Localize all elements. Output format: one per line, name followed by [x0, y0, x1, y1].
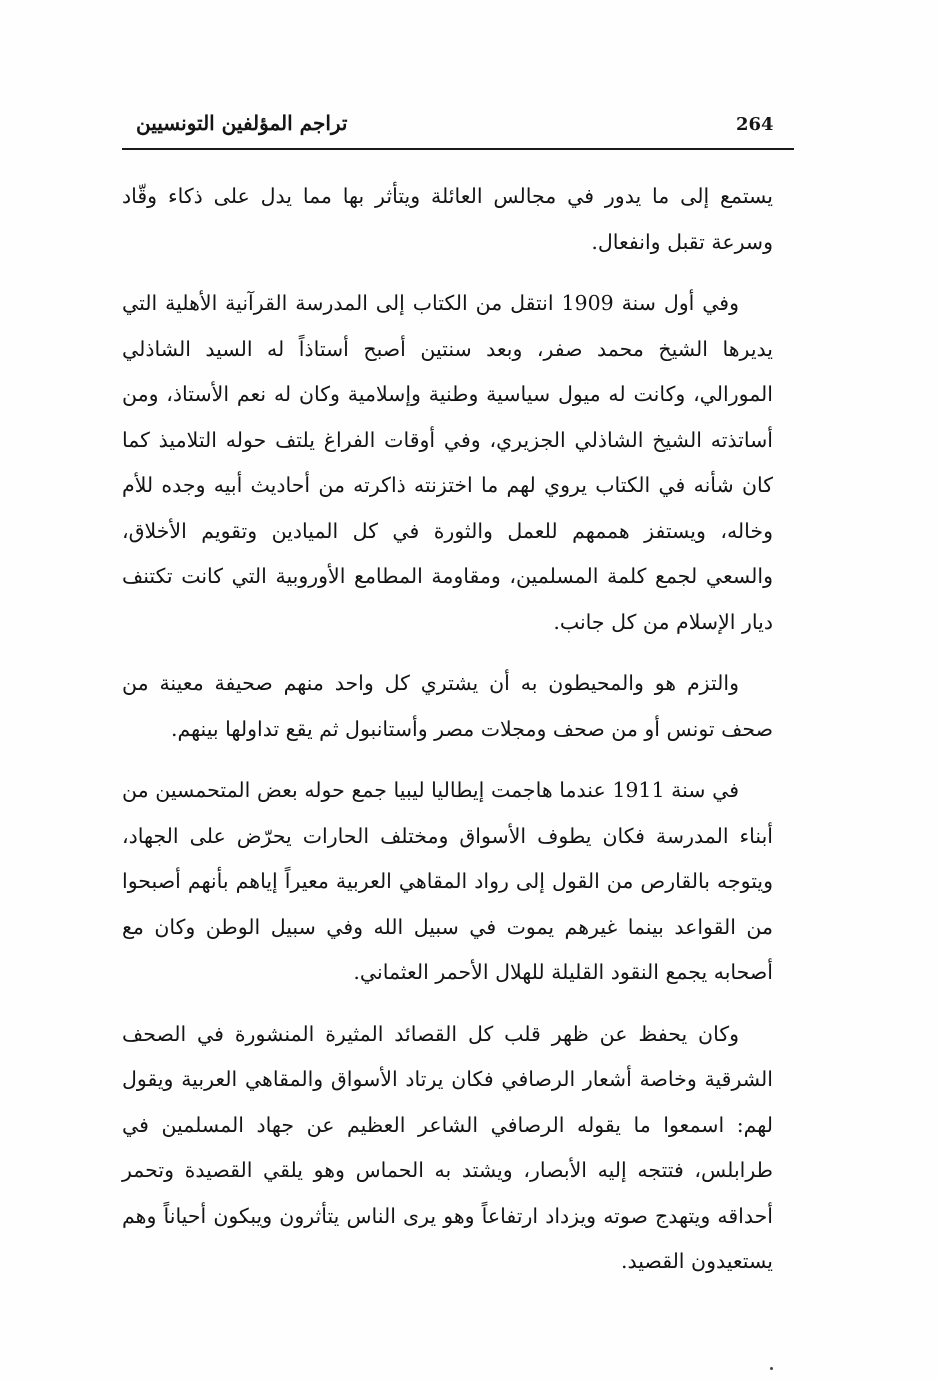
body-text: [122, 174, 773, 1301]
paragraph-4: في سنة 1911 عندما هاجمت إيطاليا ليبيا جمع حوله بعض المتحمسين من أبناء المدرسة فكان يطوف الأسواق ومختلف الحارات يحرّض على الجهاد، ويتوجه بالقارص من القول إلى رواد المقاهي العربية معيراً إياهم بأنهم أصبحوا من القواعد بينما غيرهم يموت في سبيل الله وفي سبيل الوطن وكان مع أصحابه يجمع النقود القليلة للهلال الأحمر العثماني.: [122, 778, 773, 984]
paragraph-1: يستمع إلى ما يدور في مجالس العائلة ويتأثر بها مما يدل على ذكاء وقّاد وسرعة تقبل وانفعال.: [122, 184, 773, 254]
paragraph-5: وكان يحفظ عن ظهر قلب كل القصائد المثيرة المنشورة في الصحف الشرقية وخاصة أشعار الرصافي فكان يرتاد الأسواق والمقاهي العربية ويقول لهم: اسمعوا ما يقوله الرصافي الشاعر العظيم عن جهاد المسلمين في طرابلس، فتتجه إليه الأبصار، ويشتد به الحماس وهو يلقي القصيدة وتحمر أحداقه ويتهدج صوته ويزداد ارتفاعاً وهو يرى الناس يتأثرون ويبكون أحياناً وهم يستعيدون القصيد.: [122, 1021, 773, 1273]
running-title: تراجم المؤلفين التونسيين: [136, 111, 348, 135]
page-number: 264: [736, 114, 774, 135]
scan-speck: [770, 1367, 773, 1370]
running-header: [122, 106, 794, 150]
paragraph-3: والتزم هو والمحيطون به أن يشتري كل واحد منهم صحيفة معينة من صحف تونس أو من صحف ومجلات مصر وأستانبول ثم يقع تداولها بينهم.: [122, 671, 773, 741]
paragraph-2: وفي أول سنة 1909 انتقل من الكتاب إلى المدرسة القرآنية الأهلية التي يديرها الشيخ محمد صفر، وبعد سنتين أصبح أستاذاً له السيد الشاذلي المورالي، وكانت له ميول سياسية وطنية وإسلامية وكان له نعم الأستاذ، ومن أساتذته الشيخ الشاذلي الجزيري، وفي أوقات الفراغ يلتف حوله التلاميذ كما كان شأنه في الكتاب يروي لهم ما اختزنته ذاكرته من أحاديث أبيه وجده للأم وخاله، ويستفز هممهم للعمل والثورة في كل الميادين وتقويم الأخلاق، والسعي لجمع كلمة المسلمين، ومقاومة المطامع الأوروبية التي كانت تكتنف ديار الإسلام من كل جانب.: [122, 291, 773, 634]
